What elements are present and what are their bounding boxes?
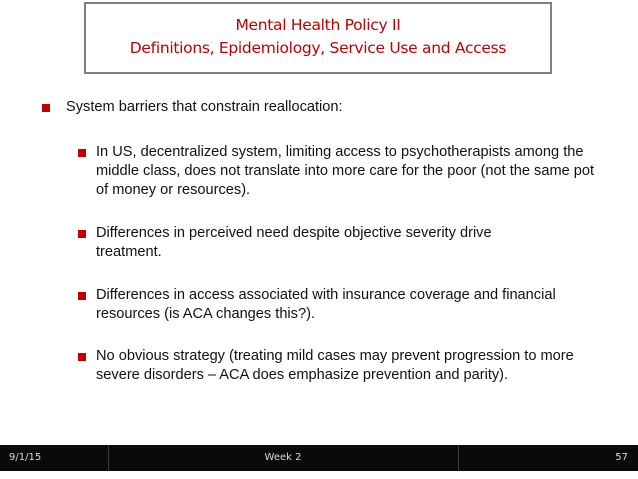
slide-footer — [0, 445, 638, 471]
square-bullet-icon — [78, 353, 86, 361]
square-bullet-icon — [42, 104, 50, 112]
footer-date: 9/1/15 — [9, 452, 42, 463]
slide-title-line2: Definitions, Epidemiology, Service Use and Access — [129, 39, 507, 57]
footer-page-number: 57 — [615, 452, 628, 463]
sub-bullet-text: Differences in perceived need despite objective severity drive treatment. — [96, 225, 492, 260]
square-bullet-icon — [78, 149, 86, 157]
main-bullet-text: System barriers that constrain reallocation: — [66, 99, 343, 115]
sub-bullet-text: Differences in access associated with insurance coverage and financial resources (is ACA changes this?). — [96, 287, 556, 322]
square-bullet-icon — [78, 230, 86, 238]
square-bullet-icon — [78, 292, 86, 300]
sub-bullet-text: No obvious strategy (treating mild cases may prevent progression to more severe disorders – ACA does emphasize prevention and parity). — [96, 348, 574, 383]
slide-title-line1: Mental Health Policy II — [235, 16, 401, 34]
footer-center-label: Week 2 — [264, 452, 302, 463]
slide-title — [84, 2, 552, 74]
sub-bullet-text: In US, decentralized system, limiting access to psychotherapists among the middle class, does not translate into more care for the poor (not the same pot of money or resources). — [96, 144, 595, 198]
footer-divider — [458, 445, 459, 471]
